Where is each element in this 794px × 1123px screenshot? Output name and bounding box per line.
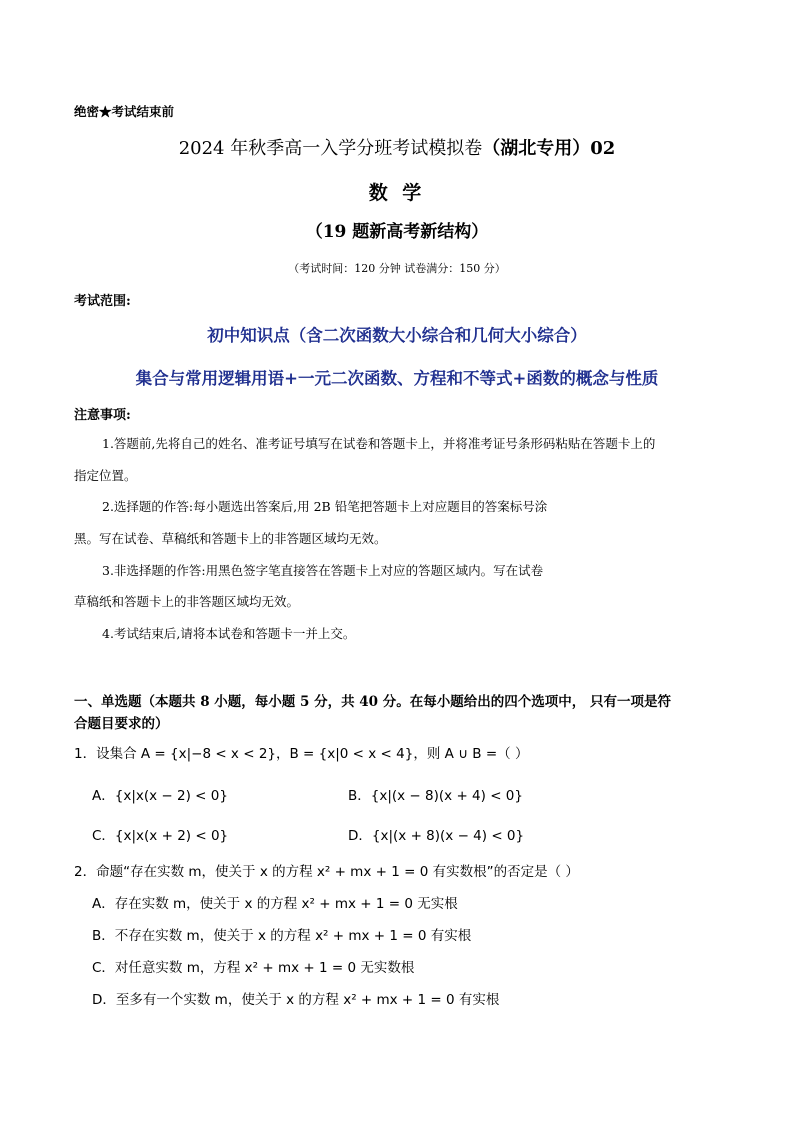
exam-subtitle: （19 题新高考新结构） <box>305 222 489 242</box>
question-1-option-d: D．{x|(x + 8)(x − 4) < 0} <box>348 828 525 844</box>
note-4: 4.考试结束后,请将本试卷和答题卡一并上交。 <box>102 626 356 641</box>
note-1-line-2: 指定位置。 <box>74 468 137 483</box>
question-1-option-c: C．{x|x(x + 2) < 0} <box>92 828 229 844</box>
exam-title <box>0 134 794 160</box>
question-2-option-d: D．至多有一个实数 m，使关于 x 的方程 x² + mx + 1 = 0 有实根 <box>92 992 500 1008</box>
question-2-option-a: A．存在实数 m，使关于 x 的方程 x² + mx + 1 = 0 无实根 <box>92 896 458 912</box>
section-heading-line-1: 一、单选题（本题共 8 小题，每小题 5 分，共 40 分。在每小题给出的四个选项中， 只有一项是符 <box>74 694 671 710</box>
note-1-line-1: 1.答题前,先将自己的姓名、准考证号填写在试卷和答题卡上，并将准考证号条形码粘贴在答题卡上的 <box>102 436 656 451</box>
note-2-line-2: 黑。写在试卷、草稿纸和答题卡上的非答题区域均无效。 <box>74 531 387 546</box>
note-3-line-1: 3.非选择题的作答:用黑色签字笔直接答在答题卡上对应的答题区域内。写在试卷 <box>102 563 544 578</box>
note-3-line-2: 草稿纸和答题卡上的非答题区域均无效。 <box>74 594 300 609</box>
exam-title-main: 2024 年秋季高一入学分班考试模拟卷 <box>178 138 483 159</box>
scope-line-1: 初中知识点（含二次函数大小综合和几何大小综合） <box>207 326 587 345</box>
exam-time-info: （考试时间：120 分钟 试卷满分：150 分） <box>288 262 506 275</box>
question-1-option-a: A．{x|x(x − 2) < 0} <box>92 788 228 804</box>
scope-label: 考试范围: <box>74 294 131 309</box>
question-2-option-c: C．对任意实数 m，方程 x² + mx + 1 = 0 无实数根 <box>92 960 415 976</box>
scope-line-2: 集合与常用逻辑用语+一元二次函数、方程和不等式+函数的概念与性质 <box>135 369 659 388</box>
exam-title-region: （湖北专用）02 <box>482 138 616 159</box>
question-1-stem: 1．设集合 A = {x|−8 < x < 2}，B = {x|0 < x < 4}，则 A ∪ B =（ ） <box>74 746 529 762</box>
section-heading-line-2: 合题目要求的） <box>74 716 169 732</box>
question-2-option-b: B．不存在实数 m，使关于 x 的方程 x² + mx + 1 = 0 有实根 <box>92 928 472 944</box>
confidential-mark: 绝密★考试结束前 <box>74 104 175 119</box>
question-1-option-b: B．{x|(x − 8)(x + 4) < 0} <box>348 788 523 804</box>
notes-label: 注意事项: <box>74 408 131 423</box>
note-2-line-1: 2.选择题的作答:每小题选出答案后,用 2B 铅笔把答题卡上对应题目的答案标号涂 <box>102 499 548 514</box>
question-2-stem: 2．命题“存在实数 m，使关于 x 的方程 x² + mx + 1 = 0 有实数根”的否定是（ ） <box>74 864 579 880</box>
subject-heading: 数 学 <box>368 182 426 204</box>
